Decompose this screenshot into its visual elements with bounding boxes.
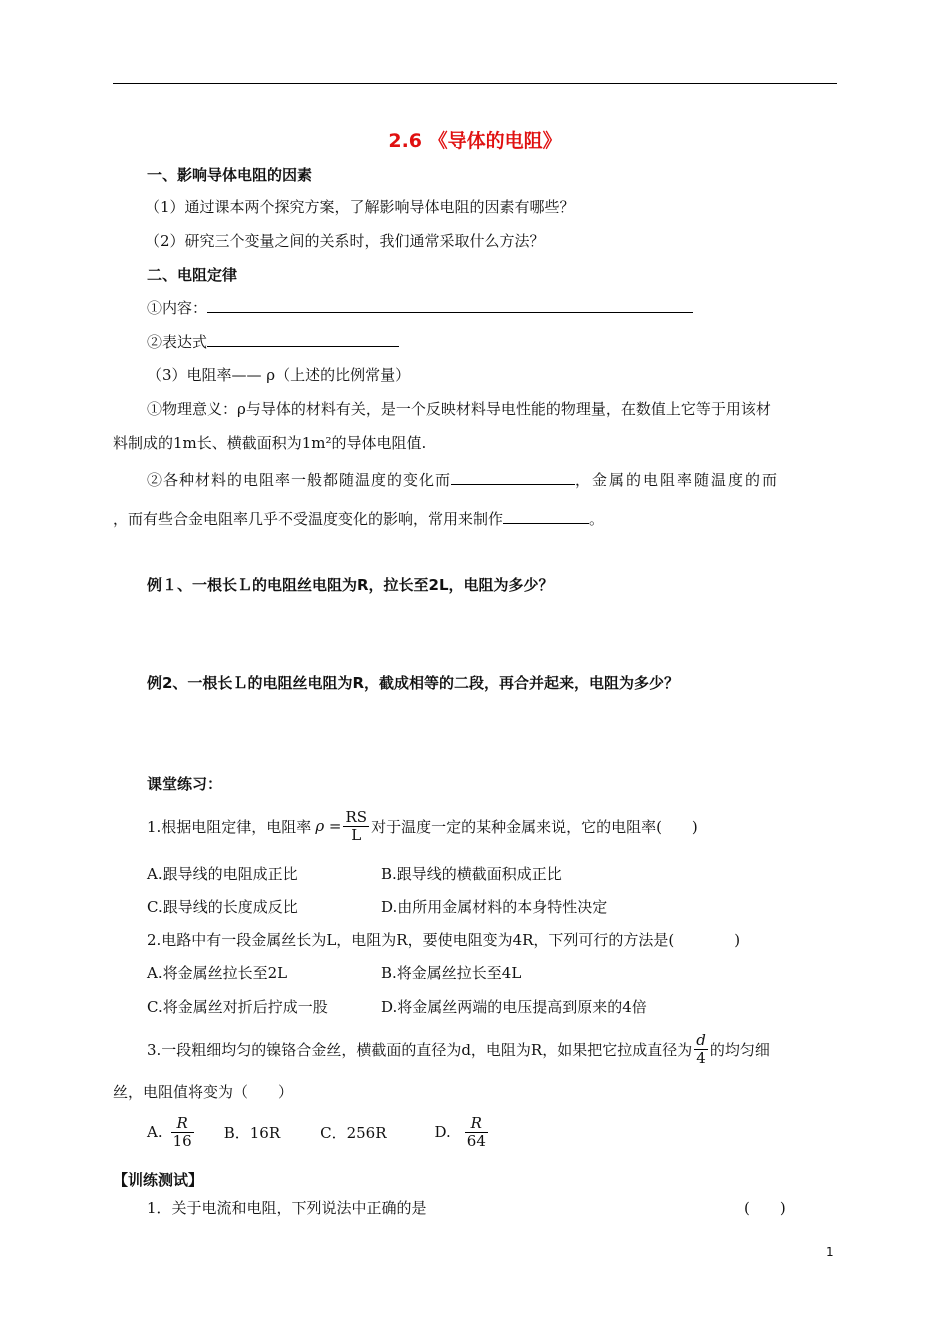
page-number: 1 bbox=[826, 1245, 834, 1259]
example-2: 例2、一根长Ｌ的电阻丝电阻为R，截成相等的二段，再合并起来，电阻为多少？ bbox=[147, 674, 679, 692]
header-rule bbox=[113, 83, 837, 84]
law-content-row bbox=[147, 297, 693, 318]
practice-q3-option-b: B．16R bbox=[223, 1123, 281, 1142]
diameter-denominator: 4 bbox=[696, 1048, 706, 1067]
section-heading-factors: 一、影响导体电阻的因素 bbox=[147, 166, 313, 184]
example-1: 例１、一根长Ｌ的电阻丝电阻为R，拉长至2L，电阻为多少？ bbox=[147, 576, 554, 594]
practice-q3-stem: 3.一段粗细均匀的镍铬合金丝，横截面的直径为d，电阻为R，如果把它拉成直径为 bbox=[147, 1040, 693, 1059]
training-q1: 1．关于电流和电阻，下列说法中正确的是 bbox=[147, 1199, 427, 1217]
resistivity-meaning-line2: 料制成的1m长、横截面积为1m²的导体电阻值. bbox=[113, 434, 427, 452]
option-a-numerator: R bbox=[171, 1115, 194, 1133]
page-title: 2.6 《导体的电阻》 bbox=[388, 130, 562, 152]
rho-symbol: ρ = bbox=[315, 817, 342, 835]
practice-q2-option-b: B.将金属丝拉长至4L bbox=[381, 964, 522, 982]
resistivity-heading: （3）电阻率—— ρ（上述的比例常量） bbox=[147, 366, 411, 384]
practice-q3-option-d-fraction bbox=[465, 1115, 488, 1149]
practice-q1-option-a: A.跟导线的电阻成正比 bbox=[147, 865, 298, 883]
practice-q1-stem: 1.根据电阻定律，电阻率 bbox=[147, 817, 312, 836]
rho-formula-fraction bbox=[343, 809, 369, 843]
training-q1-answer-paren: ( ) bbox=[744, 1199, 786, 1217]
temperature-text-c: ，而有些合金电阻率几乎不受温度变化的影响，常用来制作 bbox=[113, 510, 504, 528]
practice-q3-option-c: C．256R bbox=[320, 1123, 387, 1142]
practice-q2: 2.电路中有一段金属丝长为L，电阻为R，要使电阻变为4R，下列可行的方法是( ) bbox=[147, 931, 741, 949]
temperature-text-a: ②各种材料的电阻率一般都随温度的变化而 bbox=[147, 471, 452, 489]
rho-formula-denominator: L bbox=[351, 825, 362, 844]
diameter-numerator: d bbox=[696, 1031, 706, 1049]
temperature-line2 bbox=[113, 508, 604, 529]
rho-formula-numerator: RS bbox=[345, 808, 368, 826]
practice-q3 bbox=[147, 1027, 770, 1071]
temperature-text-b: ，金属的电阻率随温度的而 bbox=[575, 471, 780, 489]
option-d-numerator: R bbox=[465, 1115, 488, 1133]
temperature-line1 bbox=[147, 469, 779, 490]
training-heading: 【训练测试】 bbox=[113, 1171, 204, 1189]
law-expression-blank bbox=[207, 332, 399, 347]
law-expression-label: ②表达式 bbox=[147, 333, 208, 351]
practice-q3-options bbox=[147, 1109, 490, 1155]
law-content-blank bbox=[207, 298, 693, 313]
temperature-blank-1 bbox=[451, 470, 575, 485]
resistivity-meaning-line1: ①物理意义：ρ与导体的材料有关，是一个反映材料导电性能的物理量，在数值上它等于用该材 bbox=[147, 400, 771, 418]
practice-q2-option-c: C.将金属丝对折后拧成一股 bbox=[147, 998, 328, 1016]
practice-q1 bbox=[147, 803, 698, 849]
practice-q1-tail: 对于温度一定的某种金属来说，它的电阻率( ) bbox=[371, 817, 698, 836]
law-expression-row bbox=[147, 331, 399, 352]
section-heading-law: 二、电阻定律 bbox=[147, 266, 238, 284]
practice-q3-line2: 丝，电阻值将变为（ ） bbox=[113, 1083, 294, 1101]
question-method: （2）研究三个变量之间的关系时，我们通常采取什么方法？ bbox=[145, 232, 545, 250]
practice-q2-option-d: D.将金属丝两端的电压提高到原来的4倍 bbox=[381, 998, 647, 1016]
practice-heading: 课堂练习： bbox=[147, 775, 223, 793]
practice-q1-option-b: B.跟导线的横截面积成正比 bbox=[381, 865, 562, 883]
practice-q3-tail: 的均匀细 bbox=[709, 1040, 770, 1059]
diameter-fraction bbox=[694, 1032, 708, 1066]
practice-q3-option-d-label: D. bbox=[434, 1123, 451, 1141]
law-content-label: ①内容： bbox=[147, 299, 208, 317]
practice-q3-option-a-fraction bbox=[171, 1115, 194, 1149]
practice-q1-option-d: D.由所用金属材料的本身特性决定 bbox=[381, 898, 608, 916]
practice-q3-option-a-label: A. bbox=[147, 1123, 163, 1141]
temperature-blank-2 bbox=[503, 509, 589, 524]
option-a-denominator: 16 bbox=[172, 1131, 192, 1150]
practice-q1-option-c: C.跟导线的长度成反比 bbox=[147, 898, 298, 916]
practice-q2-option-a: A.将金属丝拉长至2L bbox=[147, 964, 288, 982]
option-d-denominator: 64 bbox=[466, 1131, 486, 1150]
temperature-text-d: 。 bbox=[589, 510, 605, 528]
question-factors: （1）通过课本两个探究方案，了解影响导体电阻的因素有哪些？ bbox=[145, 198, 575, 216]
